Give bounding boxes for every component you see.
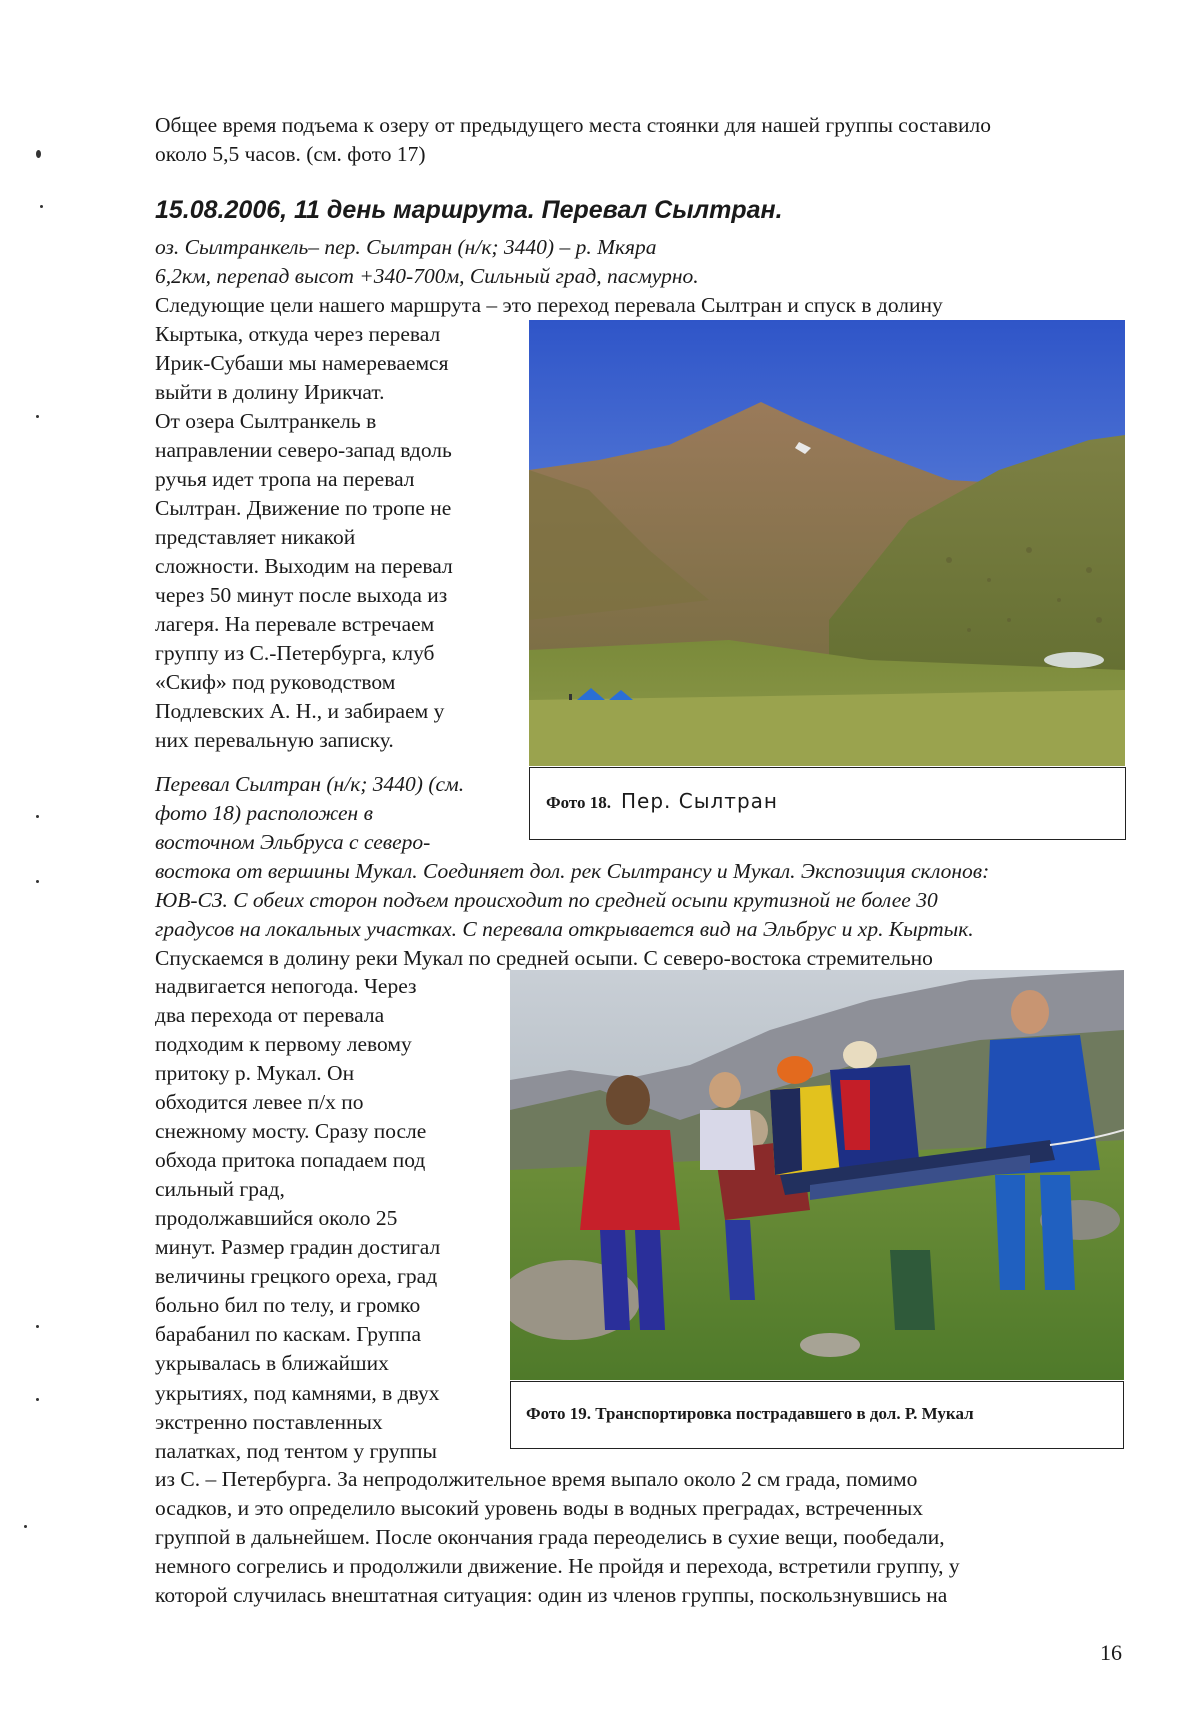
route-line: оз. Сылтранкель– пер. Сылтран (н/к; 3440) – р. Мкяра <box>155 235 657 259</box>
text-line: ЮВ-СЗ. С обеих сторон подъем происходит по средней осыпи крутизной не более 30 <box>155 888 938 912</box>
day-heading: 15.08.2006, 11 день маршрута. Перевал Сылтран. <box>155 196 783 224</box>
photo-rescue-transport <box>510 970 1124 1380</box>
text-line: палатках, под тентом у группы <box>155 1439 437 1463</box>
text-line: продолжавшийся около 25 <box>155 1206 398 1230</box>
scan-speck <box>36 880 39 883</box>
scan-speck <box>24 1525 27 1528</box>
final-paragraph <box>155 1465 960 1610</box>
text-line: Кыртыка, откуда через перевал <box>155 322 441 346</box>
text-line: экстренно поставленных <box>155 1410 383 1434</box>
text-line: барабанил по каскам. Группа <box>155 1322 422 1346</box>
route-line: 6,2км, перепад высот +340-700м, Сильный град, пасмурно. <box>155 264 699 288</box>
text-line: Перевал Сылтран (н/к; 3440) (см. <box>155 772 465 796</box>
photo19-caption-box <box>510 1381 1124 1449</box>
scan-speck <box>36 1325 39 1328</box>
photo18-caption-box <box>529 767 1126 840</box>
text-line: осадков, и это определило высокий уровень воды в водных преградах, встреченных <box>155 1496 923 1520</box>
text-line: укрытиях, под камнями, в двух <box>155 1381 440 1405</box>
text-line: востока от вершины Мукал. Соединяет дол. рек Сылтрансу и Мукал. Экспозиция склонов: <box>155 859 990 883</box>
text-line: немного согрелись и продолжили движение. Не пройдя и перехода, встретили группу, у <box>155 1554 960 1578</box>
text-line: которой случилась внештатная ситуация: один из членов группы, поскользнувшись на <box>155 1583 948 1607</box>
scan-speck <box>40 205 43 208</box>
text-line: градусов на локальных участках. С перевала открывается вид на Эльбрус и хр. Кыртык. <box>155 917 974 941</box>
scan-speck <box>36 150 41 158</box>
paragraph-line <box>155 291 943 320</box>
text-line: них перевальную записку. <box>155 728 394 752</box>
text-line: восточном Эльбруса с северо- <box>155 830 431 854</box>
text-line: представляет никакой <box>155 525 356 549</box>
rescue-scene-image <box>510 970 1124 1380</box>
left-column-text <box>155 1379 440 1466</box>
text-line: укрывалась в ближайших <box>155 1351 389 1375</box>
text-line: обходится левее п/х по <box>155 1090 364 1114</box>
scan-speck <box>36 1398 39 1401</box>
scan-speck <box>36 415 39 418</box>
text-line: фото 18) расположен в <box>155 801 373 825</box>
text-line: ручья идет тропа на перевал <box>155 467 415 491</box>
paragraph-line <box>155 944 933 973</box>
route-info <box>155 233 699 291</box>
pass-description-left <box>155 770 464 857</box>
text-line: лагеря. На перевале встречаем <box>155 612 435 636</box>
photo18-caption <box>546 789 778 813</box>
text-line: группу из С.-Петербурга, клуб <box>155 641 435 665</box>
text-line: два перехода от перевала <box>155 1003 385 1027</box>
text-line: минут. Размер градин достигал <box>155 1235 441 1259</box>
text-line: надвигается непогода. Через <box>155 974 417 998</box>
text-line: Общее время подъема к озеру от предыдущего места стоянки для нашей группы составило <box>155 113 991 137</box>
caption-handwritten: Пер. Сылтран <box>621 789 778 813</box>
caption-label: Фото 18. <box>546 793 612 812</box>
text-line: «Скиф» под руководством <box>155 670 396 694</box>
pass-description-full <box>155 857 989 944</box>
text-line: подходим к первому левому <box>155 1032 412 1056</box>
text-line: группой в дальнейшем. После окончания града переоделись в сухие вещи, пообедали, <box>155 1525 945 1549</box>
text-line: выйти в долину Ирикчат. <box>155 380 385 404</box>
text-line: притоку р. Мукал. Он <box>155 1061 355 1085</box>
left-column-text <box>155 972 440 1378</box>
photo19-caption: Фото 19. Транспортировка пострадавшего в дол. Р. Мукал <box>526 1404 974 1423</box>
text-line: обхода притока попадаем под <box>155 1148 426 1172</box>
text-line: направлении северо-запад вдоль <box>155 438 452 462</box>
text-line: величины грецкого ореха, град <box>155 1264 438 1288</box>
text-line: Следующие цели нашего маршрута – это переход перевала Сылтран и спуск в долину <box>155 293 943 317</box>
text-line: из С. – Петербурга. За непродолжительное время выпало около 2 см града, помимо <box>155 1467 918 1491</box>
mountain-landscape-image <box>529 320 1125 766</box>
photo-mountain-pass <box>529 320 1125 766</box>
text-line: Сылтран. Движение по тропе не <box>155 496 452 520</box>
text-line: От озера Сылтранкель в <box>155 409 377 433</box>
text-line: через 50 минут после выхода из <box>155 583 448 607</box>
text-line: Ирик-Субаши мы намереваемся <box>155 351 449 375</box>
text-line: снежному мосту. Сразу после <box>155 1119 427 1143</box>
text-line: около 5,5 часов. (см. фото 17) <box>155 142 426 166</box>
text-line: Подлевских А. Н., и забираем у <box>155 699 445 723</box>
text-line: Спускаемся в долину реки Мукал по средней осыпи. С северо-востока стремительно <box>155 946 933 970</box>
left-column-text <box>155 320 453 755</box>
page-number: 16 <box>1100 1640 1122 1665</box>
text-line: больно бил по телу, и громко <box>155 1293 421 1317</box>
text-line: сложности. Выходим на перевал <box>155 554 453 578</box>
text-line: сильный град, <box>155 1177 285 1201</box>
intro-paragraph <box>155 111 991 169</box>
scan-speck <box>36 815 39 818</box>
